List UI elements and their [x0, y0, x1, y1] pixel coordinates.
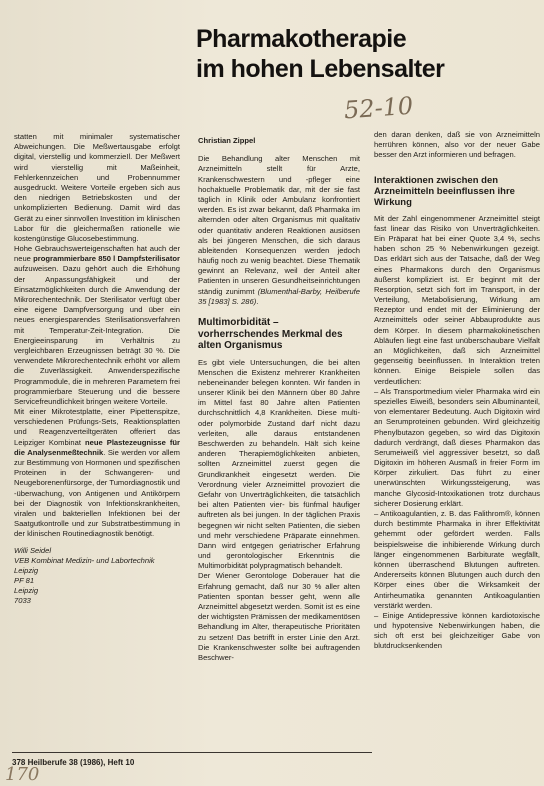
- section-heading: Multimorbidität – vorherrschendes Merkmal des alten Organismus: [198, 317, 343, 351]
- paragraph: Die Behandlung alter Menschen mit Arzneimitteln stellt für Arzte, Krankenschwestern und -pfleger eine hochaktuelle Problematik dar, mit der sie fast täglich in Klinik oder Ambulanz konfrontiert werden. Es ist zwar bekannt, daß Pharmaka im alternden oder alten Organismus mit qualitativ oder quantitativ anderen Reaktionen ausiösen als bei jüngeren Menschen, die sich daraus ableitenden Konsequenzen werden jedoch häufig noch zu wenig beachtet. Diese Thematik gewinnt an Relevanz, weil der Anteil alter Patienten in unseren Gesundheitseinrichtungen ständig zunimmt (Blumenthal-Barby, Heilberufe 35 [1983] S. 286).: [198, 154, 360, 306]
- highlight-term: programmierbare 850 l Dampfsterilisator: [33, 254, 180, 264]
- paragraph: – Einige Antidepressive können kardiotoxische und hypotensive Nebenwirkungen haben, die sich oft erst bei gleichzeitiger Gabe von blutdrucksenkenden: [374, 610, 540, 651]
- title-line-1: Pharmakotherapie: [196, 25, 407, 53]
- title-line-2: im hohen Lebensalter: [196, 55, 445, 83]
- paragraph: – Antikoagulantien, z. B. das Falithrom®, können durch bestimmte Pharmaka in ihrer Effektivität gehemmt oder gefördert werden. Falls beispielsweise die inhibierende Wirkung durch länger eingenommenen Barbiturate wegfällt, können überraschend Blutungen auftreten. Andererseits können Blutungen auch durch den Körper eines über die Wirksamkeit der Antirheumatika genannten Antikoagulantien verstärkt werden.: [374, 509, 540, 610]
- paragraph: statten mit minimaler systematischer Abweichungen. Die Meßwertausgabe erfolgt digital, vierstellig und kommerzieIl. Der Meßwert wird vierstellig mit Maßeinheit, Fehlerkennzeichen und Probennummer ausgedruckt. Weitere Vorteile ergeben sich aus den niedrigen Betriebskosten und der unkomplizierten Bedienung. Damit wird das Gerät zu einer sinnvollen Investition im klinischen Labor für die gleichermaßen rationelle wie kostengünstige Glucosebestimmung.: [14, 132, 180, 243]
- citation: (Blumenthal-Barby, Heilberufe 35 [1983] S. 286): [198, 286, 360, 306]
- section-heading: Interaktionen zwischen den Arzneimitteln beeinflussen ihre Wirkung: [374, 174, 515, 208]
- paragraph: Der Wiener Gerontologe Doberauer hat die Erfahrung gemacht, daß nur 30 % aller alten Patienten spontan besser geht, wenn alle Arzneimittel abgesetzt werden. Somit ist es eine der wichtigsten Prämissen der medikamentösen Behandlung im Alter, therapeutische Prioritäten zu setzen! Das betrifft in erster Linie den Arzt. Die Krankenschwester sollte bei auftragenden Beschwer-: [198, 571, 360, 662]
- author-name: Christian Zippel: [198, 136, 256, 145]
- signature-name: Willi Seidel: [14, 545, 52, 555]
- signature-zip: 7033: [14, 596, 31, 606]
- page-footer: 378 Heilberufe 38 (1986), Heft 10: [12, 758, 135, 767]
- paragraph: Es gibt viele Untersuchungen, die bei alten Menschen die Existenz mehrerer Krankheiten nebeneinander belegen konnten. Wir fanden in unserer Klinik bei den Männern über 80 Jahre im Mittel fast 80 Jahre alten Patienten durchschnittlich 4,8 Krankheiten. Diese multi-oder polymorbide Zustand darf nicht dazu verleiten, alle daraus entstandenen Beschwerden zu behandeln. Hält sich keine anderen Therapiemöglichkeiten anbieten, sollten Arzneimittel zuerst gegen die Grundkrankheit eingesetzt werden. Die Verordnung vieler Arzneimittel provoziert die Gefahr von Unverträglichkeiten, die tatsächlich bei alten Patienten vier- bis fünfmal häufiger auftreten als bei jungen. In der täglichen Praxis begegnen wir nicht selten Patienten, die sieben und mehr verschiedene Präparate einnehmen. Dann wird entgegen geriatrischer Erfahrung und gerontologischer Erkenntnis die Multimorbidität polypragmatisch behandelt.: [198, 357, 360, 571]
- paragraph: Mit der Zahl eingenommener Arzneimittel steigt fast linear das Risiko von Unverträglichkeiten. Ein Präparat hat bei einer Quote 3,4 %, sechs haben schon 25 % Nebenwirkungen gezeigt. Das erklärt sich aus der Tatsache, daß der Weg eines Pharmakons durch den Organismus äußerst kompliziert ist. Er beginnt mit der Resorption, setzt sich fort im Transport, in der Verteilung, Metabolisierung, Wirkung am Rezeptor und endet mit der Eliminierung der Arzneimittels oder seiner Abbauprodukte aus dem Körper. In diesem pharmakokinetischen Abläufen liegt eine fast unüberschaubare Vielfalt an Möglichkeiten, daß sich Arzneimittel gegenseitig beeinflussen. In Interaktion treten können. Einige Beispiele sollen das verdeutlichen:: [374, 213, 540, 386]
- signature-city: Leipzig: [14, 586, 39, 596]
- column-right: [374, 130, 540, 760]
- paragraph: Mit einer Mikrotestplatte, einer Pipettenspitze, verschiedenen Prüfungs-Sets, Reaktionsplatten und Reagenzverteiltgeräten offeriert das Leipziger Kombinat neue Plastezeugnisse für die Analysenmeßtechnik. Sie werden vor allem zur Bestimmung von Hormonen und spezifischen Proteinen in der Schwangeren- und Neugeborenenfürsorge, der Tumordiagnostik und -überwachung, von Antigenen und Antikörpern bei der Diagnostik von Infektionskrankheiten, viralen und bakteriellen Infektionen bei der Saatgutkontrolle und zur Substratbestimmung in der klinischen Routinediagnostik benötigt.: [14, 407, 180, 539]
- signature-block: [14, 546, 180, 607]
- handwritten-corner: 170: [5, 764, 40, 785]
- column-middle: [198, 136, 360, 756]
- paragraph: den daran denken, daß sie von Arzneimitteln herrühren können, also vor der neuer Gabe besser den Arzt informieren und befragen.: [374, 130, 540, 160]
- paragraph: – Als Transportmedium vieler Pharmaka wird ein spezielles Eiweiß, besonders sein Albuminanteil, von elementarer Bedeutung. Auch Digitoxin wird an Serumproteinen gebunden. Wird gleichzeitig Phenylbutazon gegeben, so wird das Digitoxin dadurch verdrängt, daß dieses Pharmakon das Serumeiweiß viel aggressiver besetzt, so daß Digitoxin im höheren Ausmaß in freier Form im Körper zirkuliert. Das führt zu einer unerwünschten Wirkungssteigerung, was manche Glycosid-Intoxikationen trotz durchaus sicherer Dosierung erklärt.: [374, 386, 540, 508]
- handwritten-note: 52-10: [343, 91, 415, 125]
- footer-rule: [12, 752, 372, 753]
- highlight-term: neue Plastezeugnisse für die Analysenmeßtechnik: [14, 437, 180, 457]
- signature-pf: PF 81: [14, 576, 35, 586]
- column-left: [14, 132, 180, 702]
- paragraph: Hohe Gebrauchswerteigenschaften hat auch der neue programmierbare 850 l Dampfsterilisator aufzuweisen. Dazu gehört auch die Erhöhung der Anpassungsfähigkeit und der Einsatzmöglichkeiten durch die Anwendung der Mikrorechentechnik. Der Sterilisator verfügt über eine eigene Dampfversorgung und über ein neues energiesparendes Sterilisationsverfahren mit Temperatur-Zeit-Integration. Die Energieeinsparung im Verhältnis zu vergleichbaren Erzeugnissen beträgt 30 %. Die verwendete Mikrorechentechnik erhöht vor allem die Zuverlässigkeit. Anwenderspezifische Programmodule, die in mehreren Parametern frei programmierbare Steuerung und die bessere Servicefreundlichkeit bringen weitere Vorteile.: [14, 244, 180, 406]
- signature-org: VEB Kombinat Medizin- und Labortechnik Leipzig: [14, 555, 155, 575]
- article-title: [196, 24, 526, 84]
